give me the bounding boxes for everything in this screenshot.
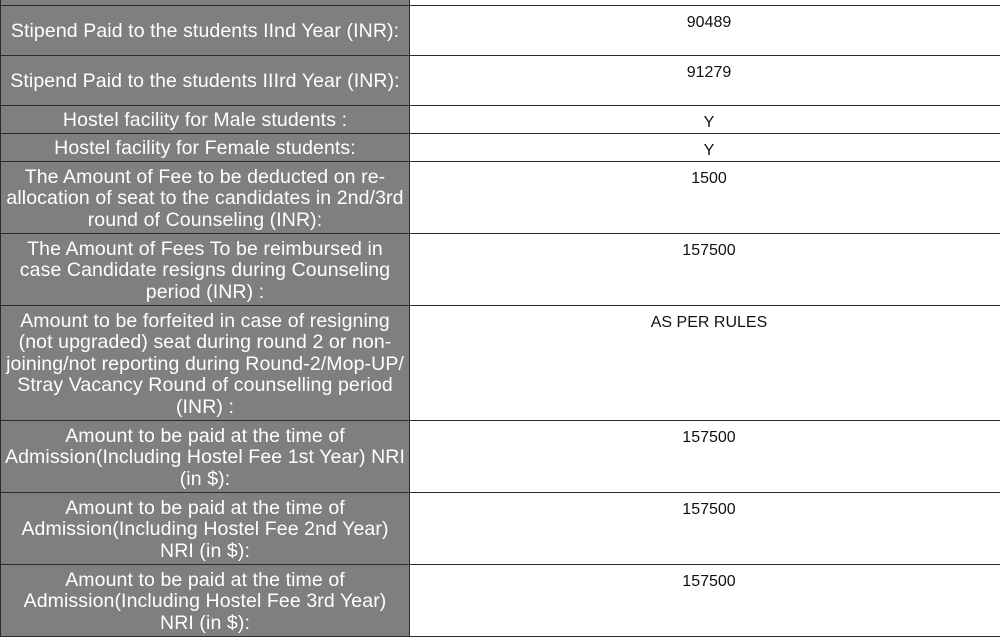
table-row — [1, 162, 1000, 234]
row-label: Stipend Paid to the students IIIrd Year (INR): — [1, 56, 410, 106]
row-value: 157500 — [410, 421, 1000, 493]
table-row — [1, 234, 1000, 306]
table-row — [1, 306, 1000, 421]
row-value: Y — [410, 134, 1000, 162]
row-value: Y — [410, 106, 1000, 134]
row-label: Amount to be paid at the time of Admission(Including Hostel Fee 2nd Year) NRI (in $): — [1, 493, 410, 565]
row-label: Amount to be forfeited in case of resigning (not upgraded) seat during round 2 or non-joining/not reporting during Round-2/Mop-UP/ Stray Vacancy Round of counselling period (INR) : — [1, 306, 410, 421]
table-row — [1, 134, 1000, 162]
table-row — [1, 565, 1000, 637]
table-row — [1, 493, 1000, 565]
row-label: The Amount of Fees To be reimbursed in case Candidate resigns during Counseling period (INR) : — [1, 234, 410, 306]
row-value: 1500 — [410, 162, 1000, 234]
row-label: The Amount of Fee to be deducted on re-allocation of seat to the candidates in 2nd/3rd round of Counseling (INR): — [1, 162, 410, 234]
row-value: AS PER RULES — [410, 306, 1000, 421]
row-value: 157500 — [410, 234, 1000, 306]
row-value: 90489 — [410, 6, 1000, 56]
row-value: 157500 — [410, 565, 1000, 637]
row-label: Stipend Paid to the students IInd Year (INR): — [1, 6, 410, 56]
table-row — [1, 56, 1000, 106]
row-value: 91279 — [410, 56, 1000, 106]
row-value: 157500 — [410, 493, 1000, 565]
table-row — [1, 6, 1000, 56]
row-label: Hostel facility for Female students: — [1, 134, 410, 162]
table-row — [1, 106, 1000, 134]
row-label: Hostel facility for Male students : — [1, 106, 410, 134]
row-label: Amount to be paid at the time of Admission(Including Hostel Fee 1st Year) NRI (in $): — [1, 421, 410, 493]
table-row — [1, 421, 1000, 493]
row-label: Amount to be paid at the time of Admission(Including Hostel Fee 3rd Year) NRI (in $): — [1, 565, 410, 637]
